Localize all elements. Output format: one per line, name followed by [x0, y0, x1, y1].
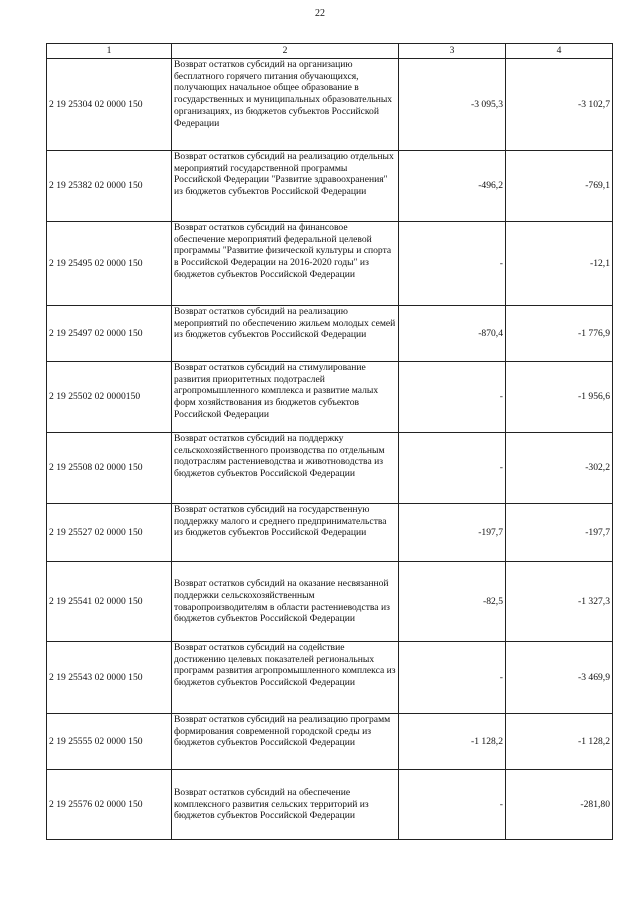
value-col3: -496,2 [399, 151, 506, 222]
table-row [47, 306, 613, 362]
description: Возврат остатков субсидий на реализацию отдельных мероприятий государственной программы Российской Федерации "Развитие здравоохранения" из бюджетов субъектов Российской Федерации [172, 151, 399, 222]
budget-code: 2 19 25495 02 0000 150 [47, 222, 172, 306]
value-col4: -3 102,7 [506, 59, 613, 151]
value-col4: -302,2 [506, 433, 613, 504]
budget-code: 2 19 25382 02 0000 150 [47, 151, 172, 222]
table-row [47, 642, 613, 714]
value-col4: -12,1 [506, 222, 613, 306]
value-col4: -197,7 [506, 504, 613, 562]
description: Возврат остатков субсидий на государственную поддержку малого и среднего предпринимательства из бюджетов субъектов Российской Федерации [172, 504, 399, 562]
budget-code: 2 19 25502 02 0000150 [47, 362, 172, 433]
column-header-1: 1 [47, 44, 172, 59]
value-col4: -1 128,2 [506, 714, 613, 770]
description: Возврат остатков субсидий на обеспечение комплексного развития сельских территорий из бюджетов субъектов Российской Федерации [172, 770, 399, 840]
value-col3: -82,5 [399, 562, 506, 642]
page-number: 22 [315, 8, 325, 19]
description: Возврат остатков субсидий на финансовое обеспечение мероприятий федеральной целевой программы "Развитие физической культуры и спорта в Российской Федерации на 2016-2020 годы" из бюджетов субъектов Российской Федерации [172, 222, 399, 306]
description: Возврат остатков субсидий на организацию бесплатного горячего питания обучающихся, получающих начальное общее образование в государственных и муниципальных образовательных организациях, из бюджетов субъектов Российской Федерации [172, 59, 399, 151]
budget-code: 2 19 25555 02 0000 150 [47, 714, 172, 770]
description: Возврат остатков субсидий на реализацию мероприятий по обеспечению жильем молодых семей из бюджетов субъектов Российской Федерации [172, 306, 399, 362]
table-row [47, 714, 613, 770]
budget-code: 2 19 25541 02 0000 150 [47, 562, 172, 642]
value-col3: - [399, 222, 506, 306]
value-col3: - [399, 642, 506, 714]
value-col4: -281,80 [506, 770, 613, 840]
description: Возврат остатков субсидий на поддержку сельскохозяйственного производства по отдельным подотраслям растениеводства и животноводства из бюджетов субъектов Российской Федерации [172, 433, 399, 504]
table-row [47, 362, 613, 433]
value-col4: -1 327,3 [506, 562, 613, 642]
description: Возврат остатков субсидий на реализацию программ формирования современной городской среды из бюджетов субъектов Российской Федерации [172, 714, 399, 770]
description: Возврат остатков субсидий на оказание несвязанной поддержки сельскохозяйственным товаропроизводителям в области растениеводства из бюджетов субъектов Российской Федерации [172, 562, 399, 642]
table-row [47, 770, 613, 840]
column-header-3: 3 [399, 44, 506, 59]
column-header-4: 4 [506, 44, 613, 59]
value-col3: - [399, 433, 506, 504]
value-col4: -769,1 [506, 151, 613, 222]
budget-code: 2 19 25543 02 0000 150 [47, 642, 172, 714]
description: Возврат остатков субсидий на содействие достижению целевых показателей региональных программ развития агропромышленного комплекса из бюджетов субъектов Российской Федерации [172, 642, 399, 714]
value-col4: -3 469,9 [506, 642, 613, 714]
budget-code: 2 19 25508 02 0000 150 [47, 433, 172, 504]
budget-code: 2 19 25497 02 0000 150 [47, 306, 172, 362]
table-row [47, 222, 613, 306]
budget-table [46, 43, 613, 840]
budget-code: 2 19 25576 02 0000 150 [47, 770, 172, 840]
value-col3: - [399, 770, 506, 840]
value-col3: -870,4 [399, 306, 506, 362]
value-col3: - [399, 362, 506, 433]
table-row [47, 433, 613, 504]
column-header-2: 2 [172, 44, 399, 59]
value-col3: -197,7 [399, 504, 506, 562]
header-row [47, 44, 613, 59]
budget-code: 2 19 25304 02 0000 150 [47, 59, 172, 151]
budget-code: 2 19 25527 02 0000 150 [47, 504, 172, 562]
value-col4: -1 956,6 [506, 362, 613, 433]
value-col3: -3 095,3 [399, 59, 506, 151]
value-col4: -1 776,9 [506, 306, 613, 362]
value-col3: -1 128,2 [399, 714, 506, 770]
description: Возврат остатков субсидий на стимулирование развития приоритетных подотраслей агропромышленного комплекса и развитие малых форм хозяйствования из бюджетов субъектов Российской Федерации [172, 362, 399, 433]
table-row [47, 59, 613, 151]
table-row [47, 562, 613, 642]
table-row [47, 504, 613, 562]
table-row [47, 151, 613, 222]
